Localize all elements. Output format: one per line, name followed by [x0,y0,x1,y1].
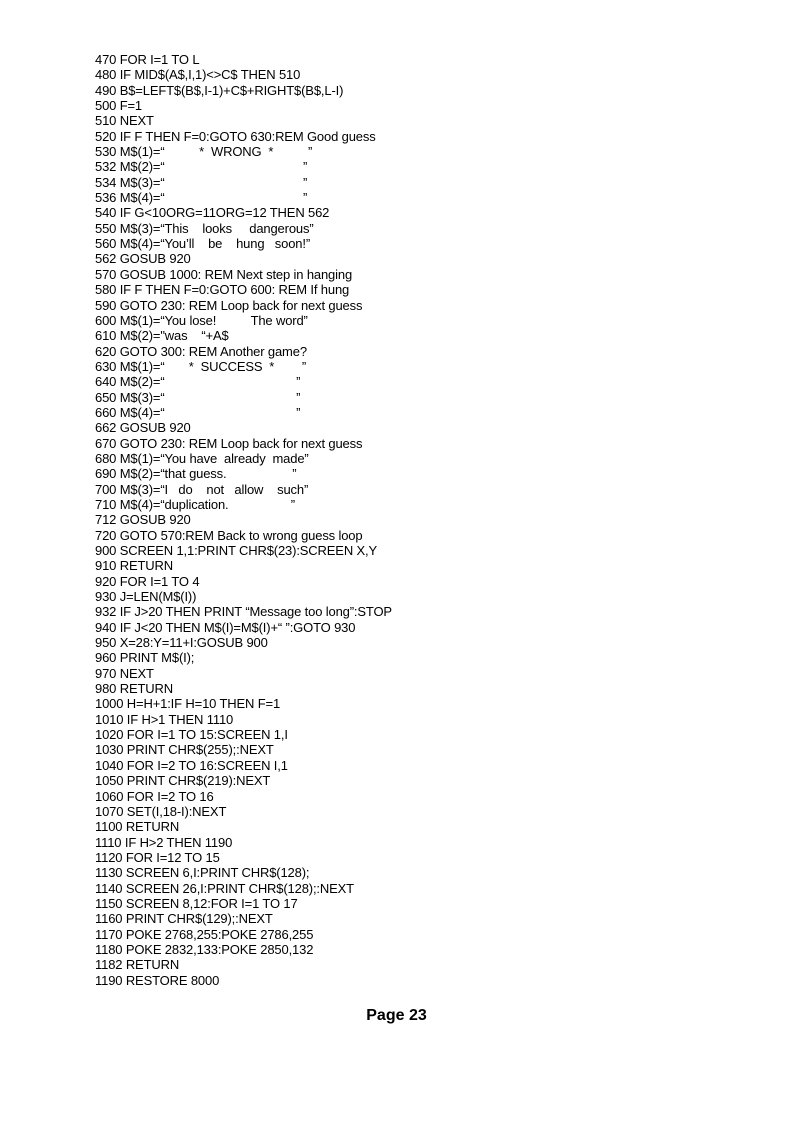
code-line: 712 GOSUB 920 [95,512,191,528]
code-line: 1110 IF H>2 THEN 1190 [95,834,233,850]
code-line: 930 J=LEN(M$(I)) [95,589,197,605]
code-line: 610 M$(2)="was “+A$ [95,328,229,344]
code-line: 480 IF MID$(A$,I,1)<>C$ THEN 510 [95,67,301,83]
code-line: 510 NEXT [95,113,154,129]
code-line: 1000 H=H+1:IF H=10 THEN F=1 [95,696,281,712]
code-line: 950 X=28:Y=11+I:GOSUB 900 [95,635,268,651]
code-line: 590 GOTO 230: REM Loop back for next guess [95,297,363,313]
code-line: 532 M$(2)=“ ” [95,159,308,175]
page-number: Page 23 [366,1007,427,1024]
code-line: 540 IF G<10ORG=11ORG=12 THEN 562 [95,205,330,221]
code-line: 1030 PRINT CHR$(255);:NEXT [95,742,274,758]
code-line: 910 RETURN [95,558,173,574]
code-line: 920 FOR I=1 TO 4 [95,573,200,589]
code-line: 1182 RETURN [95,957,180,973]
code-line: 1130 SCREEN 6,I:PRINT CHR$(128); [95,865,310,881]
code-line: 490 B$=LEFT$(B$,I-1)+C$+RIGHT$(B$,L-I) [95,82,344,98]
code-line: 550 M$(3)=“This looks dangerous” [95,220,314,236]
code-line: 1070 SET(I,18-I):NEXT [95,803,227,819]
code-line: 1160 PRINT CHR$(129);:NEXT [95,911,273,927]
code-line: 1120 FOR I=12 TO 15 [95,849,220,865]
code-line: 1040 FOR I=2 TO 16:SCREEN I,1 [95,757,288,773]
code-line: 1150 SCREEN 8,12:FOR I=1 TO 17 [95,895,298,911]
code-line: 690 M$(2)=“that guess. ” [95,466,297,482]
code-line: 1050 PRINT CHR$(219):NEXT [95,773,271,789]
code-line: 620 GOTO 300: REM Another game? [95,343,307,359]
code-line: 1100 RETURN [95,819,180,835]
code-line: 900 SCREEN 1,1:PRINT CHR$(23):SCREEN X,Y [95,543,378,558]
code-line: 720 GOTO 570:REM Back to wrong guess loop [95,527,363,543]
code-line: 1190 RESTORE 8000 [95,972,220,988]
code-line: 1170 POKE 2768,255:POKE 2786,255 [95,926,314,942]
code-line: 534 M$(3)=“ ” [95,174,308,190]
code-line: 700 M$(3)=“I do not allow such” [95,481,309,497]
code-line: 1180 POKE 2832,133:POKE 2850,132 [95,941,314,957]
code-line: 1060 FOR I=2 TO 16 [95,788,214,804]
code-line: 660 M$(4)=“ ” [95,404,301,420]
code-line: 650 M$(3)=“ ” [95,389,301,405]
code-line: 470 FOR I=1 TO L [95,52,200,67]
code-line: 560 M$(4)=“You’ll be hung soon!” [95,236,311,252]
code-line: 530 M$(1)=“ * WRONG * ” [95,144,313,160]
code-line: 1010 IF H>1 THEN 1110 [95,711,234,727]
code-line: 670 GOTO 230: REM Loop back for next guess [95,435,363,451]
code-line: 940 IF J<20 THEN M$(I)=M$(I)+“ ”:GOTO 930 [95,619,356,635]
code-line: 1020 FOR I=1 TO 15:SCREEN 1,I [95,727,288,743]
code-line: 562 GOSUB 920 [95,251,191,267]
code-line: 980 RETURN [95,681,173,697]
code-line: 710 M$(4)=“duplication. ” [95,496,295,512]
code-line: 500 F=1 [95,98,143,114]
basic-program-listing [95,52,392,988]
code-line: 520 IF F THEN F=0:GOTO 630:REM Good guess [95,128,376,144]
code-line: 680 M$(1)=“You have already made” [95,450,309,466]
code-line: 536 M$(4)=“ ” [95,190,308,206]
code-line: 640 M$(2)=“ ” [95,374,301,390]
code-line: 970 NEXT [95,665,154,681]
code-line: 932 IF J>20 THEN PRINT “Message too long”:STOP [95,604,392,620]
code-line: 630 M$(1)=“ * SUCCESS * ” [95,358,307,374]
code-line: 960 PRINT M$(I); [95,650,195,666]
code-line: 580 IF F THEN F=0:GOTO 600: REM If hung [95,282,350,298]
code-line: 570 GOSUB 1000: REM Next step in hanging [95,266,353,282]
code-line: 662 GOSUB 920 [95,420,191,436]
code-line: 1140 SCREEN 26,I:PRINT CHR$(128);:NEXT [95,880,354,896]
code-line: 600 M$(1)=“You lose! The word” [95,312,308,328]
